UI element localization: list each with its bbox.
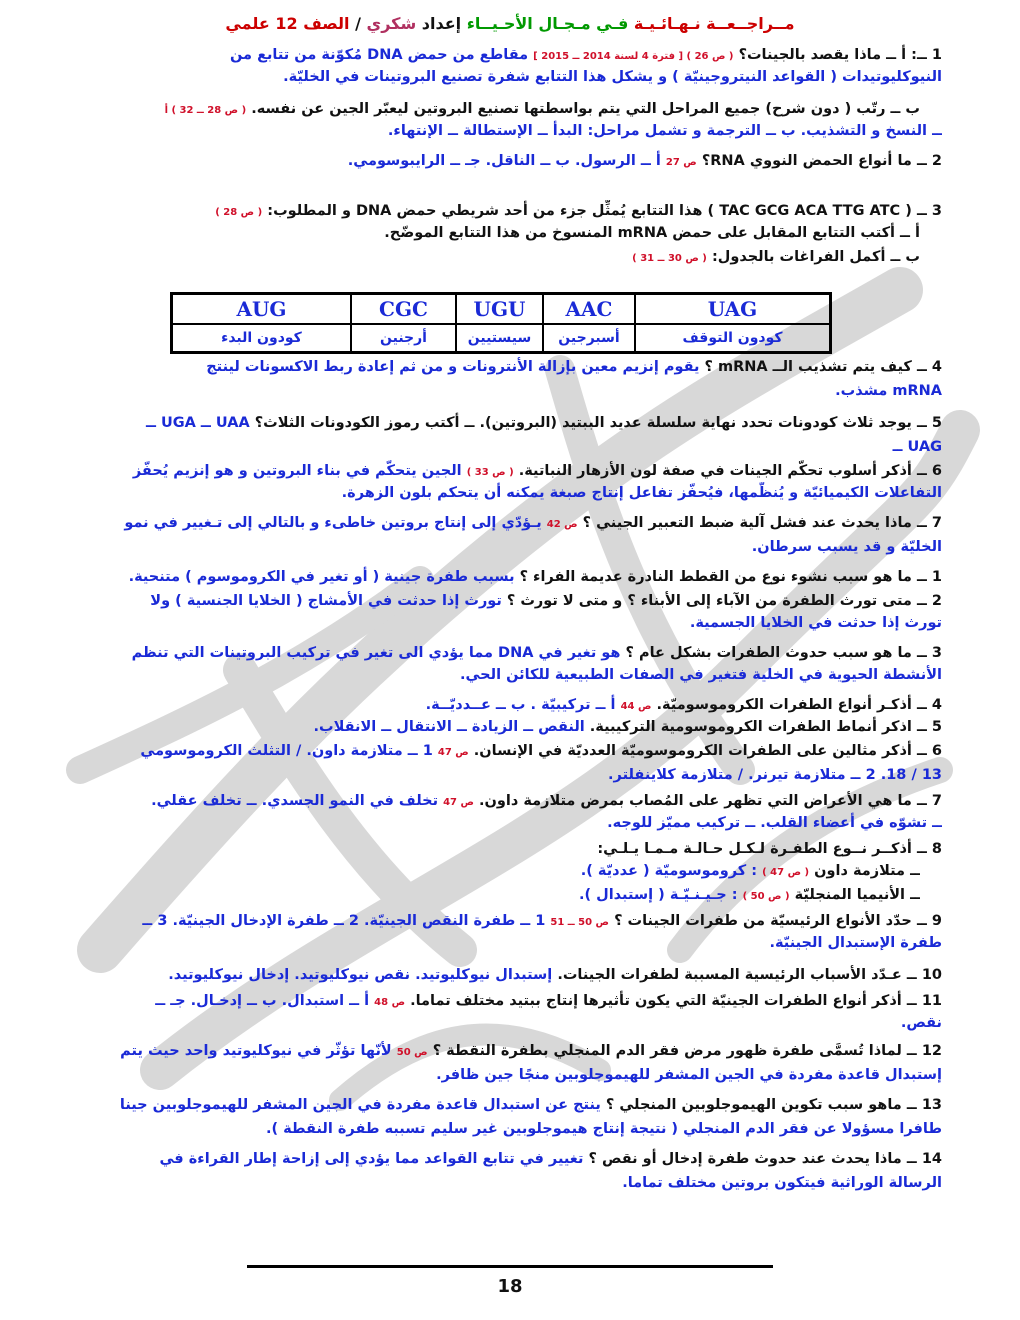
question-line	[80, 884, 920, 908]
question-line	[82, 694, 942, 718]
question-text: ( TAC GCG ACA TTG ATC ) هذا التتابع يُمثِّل جزء من أحد شريطي حمض DNA و المطلوب:	[267, 203, 912, 219]
answer-text: النقص ــ الزيادة ــ الانتقال ــ الانقلاب.	[313, 719, 585, 735]
question-line	[80, 98, 920, 122]
amino-acid-cell: أرجنين	[351, 324, 456, 353]
answer-text: يقوم إنزيم معين بإزالة الأنترونات و من ثم إعادة ربط الاكسونات لينتج	[206, 359, 700, 375]
page-reference: ( ص 28 )	[215, 207, 263, 218]
page-reference: ص 48	[374, 997, 406, 1008]
question-line	[82, 716, 942, 740]
codon-cell: UGU	[456, 294, 543, 325]
answer-text: بسبب طفرة جينية ( أو تغير في الكروموسوم ) متنحية.	[128, 569, 515, 585]
question-text: لماذا تُسمَّى طفرة ظهور مرض فقر الدم المنجلي بطفرة النقطة ؟	[432, 1043, 902, 1059]
answer-text: UAG ــ	[892, 439, 942, 455]
question-number: 5 ــ	[916, 415, 942, 431]
question-line	[82, 1064, 942, 1088]
question-line	[82, 642, 942, 666]
page-reference: ( ص 50 )	[742, 891, 790, 902]
question-text: ماذا يحدث عند حدوث طفرة إدخال أو نقص ؟	[588, 1151, 902, 1167]
question-line	[82, 1040, 942, 1064]
answer-text: 1 ــ متلازمة داون. / التثلث الكروموسومي	[140, 743, 433, 759]
answer-text: تغيير في تتابع القواعد مما يؤدي إلى إزاحة إطار القراءة في	[159, 1151, 584, 1167]
question-text: اذكر أنماط الطفرات الكروموسومية التركيبية.	[589, 719, 912, 735]
question-line	[80, 860, 920, 884]
question-line	[82, 356, 942, 380]
question-line	[82, 1172, 942, 1196]
question-number: 3 ــ	[916, 645, 942, 661]
question-line	[82, 120, 942, 144]
page-reference: ص 42	[546, 519, 578, 530]
question-number: 11 ــ	[906, 993, 942, 1009]
question-line	[82, 1012, 942, 1036]
answer-text: التفاعلات الكيميائيّة و يُنظّمها، فيُحفّز تفاعل إنتاج صبغة يمكنه أن يتحكم بلون الزهرة.	[341, 485, 942, 501]
answer-text: أ ــ الرسول. ب ــ الناقل. جـ ــ الرايبوسومي.	[347, 153, 661, 169]
question-text: عـدّد الأسباب الرئيسية المسببة لطفرات الجينات.	[557, 967, 902, 983]
codon-cell: AUG	[172, 294, 352, 325]
question-number: 4 ــ	[916, 697, 942, 713]
question-line	[82, 412, 942, 436]
question-line	[82, 812, 942, 836]
page-reference: ص 47	[443, 797, 474, 808]
question-line	[82, 566, 942, 590]
question-line	[80, 222, 920, 246]
answer-text: إستبدال نيوكليوتيد. نقص نيوكليوتيد. إدخال نيوكليوتيد.	[168, 967, 553, 983]
footer-rule	[247, 1265, 773, 1268]
answer-text: لأنّها تؤثّر في نيوكليوتيد واحد حيث يتم	[120, 1043, 392, 1059]
answer-text: الرسالة الوراثية فيتكون بروتين مختلف تماما.	[622, 1175, 942, 1191]
codon-row	[172, 294, 831, 325]
question-text: ما هو سبب نشوء نوع من القطط النادرة عديمة الفراء ؟	[519, 569, 912, 585]
question-number: 6 ــ	[916, 743, 942, 759]
answer-text: الأنشطة الحيوية في الخلية فتغير في الصفات الطبيعية للكائن الحي.	[460, 667, 942, 683]
question-text: ما هو سبب حدوث الطفرات بشكل عام ؟	[625, 645, 912, 661]
question-number: 14 ــ	[906, 1151, 942, 1167]
question-number: 1 ــ:	[911, 47, 942, 63]
page-reference: ( ص 26 ) [ فترة 4 لسنة 2014 ــ 2015 ]	[533, 51, 734, 62]
question-text: متى تورث الطفرة من الآباء إلى الأبناء ؟ و متى لا تورث ؟	[506, 593, 912, 609]
question-line	[82, 536, 942, 560]
question-line	[82, 482, 942, 506]
answer-text: مقاطع من حمض DNA مُكوّنة من تتابع من	[230, 47, 529, 63]
question-text: حدّد الأنواع الرئيسيّة من طفرات الجينات ؟	[614, 913, 912, 929]
answer-text: mRNA مشذب.	[835, 383, 942, 399]
question-line	[82, 964, 942, 988]
question-line	[82, 66, 942, 90]
question-text: أ ــ ماذا يقصد بالجينات؟	[738, 47, 907, 63]
answer-text: تورث إذا حدثت في الخلايا الجسمية.	[689, 615, 942, 631]
question-text: ب ــ أكمل الفراغات بالجدول:	[711, 249, 920, 265]
header-title: مــراجــعــة نـهـائـيـة	[633, 14, 795, 33]
question-text: أذكر أسلوب تحكّم الجينات في صفة لون الأزهار النباتية.	[518, 463, 912, 479]
question-text: ماهو سبب تكوين الهيموجلوبين المنجلي ؟	[605, 1097, 902, 1113]
amino-acid-cell: كودون التوقف	[635, 324, 831, 353]
question-line	[82, 44, 942, 68]
page-reference: ص 27	[665, 157, 697, 168]
question-text: يوجد ثلاث كودونات تحدد نهاية سلسلة عديد الببتيد (البروتين). ــ أكتب رموز الكودونات الثلاث؟	[254, 415, 912, 431]
answer-text: الجين يتحكّم في بناء البروتين و هو إنزيم يُحفّز	[132, 463, 462, 479]
question-text: أذكر أنواع الطفرات الجينيّة التي يكون تأثيرها إنتاج ببتيد مختلف تماما.	[410, 993, 902, 1009]
question-number: 2 ــ	[916, 593, 942, 609]
question-line	[82, 838, 942, 862]
answer-text: طفرة الإستبدال الجينيّة.	[769, 935, 942, 951]
answer-text: تخلف في النمو الجسدي. ــ تخلف عقلي.	[151, 793, 439, 809]
codon-table	[170, 292, 832, 354]
answer-text: أ ــ تركيبيّة . ب ــ عــدديّــة.	[425, 697, 616, 713]
codon-cell: UAG	[635, 294, 831, 325]
answer-text: نقص.	[900, 1015, 942, 1031]
question-text: ما هي الأعراض التي تظهر على المُصاب بمرض متلازمة داون.	[479, 793, 912, 809]
header-prepared: إعداد	[421, 14, 462, 33]
question-line	[82, 380, 942, 404]
codon-cell: CGC	[351, 294, 456, 325]
answer-text: UAA ــ UGA ــ	[146, 415, 250, 431]
codon-cell: AAC	[543, 294, 635, 325]
question-number: 12 ــ	[906, 1043, 942, 1059]
answer-text: 1 ــ طفرة النقص الجينيّة. 2 ــ طفرة الإدخال الجينيّة. 3 ــ	[142, 913, 546, 929]
header-grade: الصف 12 علمي	[225, 14, 350, 33]
question-number: 1 ــ	[916, 569, 942, 585]
answer-text: هو تغير في DNA مما يؤدي الى تغير في تركيب البروتينات التي تنظم	[131, 645, 621, 661]
question-number: 2 ــ	[916, 153, 942, 169]
question-line	[82, 740, 942, 764]
page-reference: ص 44	[620, 701, 652, 712]
page-reference: ص 47	[437, 747, 469, 758]
question-line	[82, 460, 942, 484]
answer-text: ــ تشوّه في أعضاء القلب. ــ تركيب مميّز للوجه.	[607, 815, 942, 831]
header-subject: فـي مـجـال الأحـيــاء	[466, 14, 629, 33]
question-line	[82, 1118, 942, 1142]
question-number: 5 ــ	[916, 719, 942, 735]
question-line	[82, 1094, 942, 1118]
answer-text: أ ــ استبدال. ب ــ إدخـال. جـ ــ	[155, 993, 370, 1009]
page-reference: ( ص 28 ــ 32 ) أ	[164, 105, 247, 116]
answer-text: : كروموسوميّة ( عدديّة ).	[580, 863, 758, 879]
page-reference: ص 50 ــ 51	[550, 917, 609, 928]
question-text: ــ متلازمة داون	[814, 863, 920, 879]
question-number: 3 ــ	[916, 203, 942, 219]
question-number: 9 ــ	[916, 913, 942, 929]
header-author: شكري	[366, 14, 417, 33]
question-line	[82, 512, 942, 536]
question-number: 7 ــ	[916, 793, 942, 809]
question-line	[82, 436, 942, 460]
question-text: ــ الأنيميا المنجليّة	[794, 887, 920, 903]
page-number: 18	[497, 1276, 523, 1297]
header-separator: /	[355, 14, 361, 33]
question-text: أ ــ أكتب التتابع المقابل على حمض mRNA المنسوخ من هذا التتابع الموضّح.	[384, 225, 920, 241]
question-line	[82, 200, 942, 224]
answer-text: إستبدال قاعدة مفردة في الجين المشفر للهيموجلوبين منجًا جين ظافر.	[436, 1067, 942, 1083]
question-line	[80, 246, 920, 270]
answer-text: 13 / 18. 2 ــ متلازمة تيرنر. / متلازمة كلاينفلتر.	[608, 767, 942, 783]
question-number: 7 ــ	[916, 515, 942, 531]
page-reference: ( ص 30 ــ 31 )	[632, 253, 707, 264]
question-text: ب ــ رتّب ( دون شرح) جميع المراحل التي يتم بواسطتها تصنيع البروتين ليعبّر الجين عن نفسه.	[251, 101, 920, 117]
answer-text: ينتج عن استبدال قاعدة مفردة في الجين المشفر للهيموجلوبين جينا	[119, 1097, 601, 1113]
amino-acid-cell: سيستيين	[456, 324, 543, 353]
question-number: 13 ــ	[906, 1097, 942, 1113]
answer-text: النيوكليوتيدات ( القواعد النيتروجينيّة ) و يشكل هذا التتابع شفرة تصنيع البروتينات في الخليّة.	[283, 69, 942, 85]
answer-text: ــ النسخ و التشذيب. ب ــ الترجمة و تشمل مراحل: البدأ ــ الإستطالة ــ الإنتهاء.	[387, 123, 942, 139]
question-line	[82, 1148, 942, 1172]
question-line	[82, 932, 942, 956]
question-text: كيف يتم تشذيب الــ mRNA ؟	[704, 359, 912, 375]
question-line	[82, 990, 942, 1014]
answer-text: الخليّة و قد يسبب سرطان.	[751, 539, 942, 555]
page-reference: ص 50	[396, 1047, 428, 1058]
question-line	[82, 764, 942, 788]
page-reference: ( ص 47 )	[762, 867, 810, 878]
question-text: ما أنواع الحمض النووي RNA؟	[701, 153, 912, 169]
question-text: أذكر مثالين على الطفرات الكروموسوميّة العدديّة في الإنسان.	[473, 743, 912, 759]
question-line	[82, 790, 942, 814]
page-header	[0, 14, 1020, 33]
question-line	[82, 664, 942, 688]
question-number: 4 ــ	[916, 359, 942, 375]
question-number: 10 ــ	[906, 967, 942, 983]
page-reference: ( ص 33 )	[466, 467, 514, 478]
question-text: ماذا يحدث عند فشل آلية ضبط التعبير الجيني ؟	[582, 515, 912, 531]
amino-acid-row	[172, 324, 831, 353]
question-line	[82, 590, 942, 614]
question-line	[82, 612, 942, 636]
answer-text: يـؤدّي إلى إنتاج بروتين خاطىء و بالتالي إلى تـغيير في نمو	[124, 515, 542, 531]
answer-text: : جـيـنـيّـة ( إستبدال ).	[578, 887, 738, 903]
question-text: أذكــر نــوع الطفـرة لـكـل حـالـة مـمـا يـلـي:	[597, 841, 912, 857]
question-text: أذكـر أنواع الطفرات الكروموسوميّة.	[656, 697, 912, 713]
answer-text: تورث إذا حدثت في الأمشاج ( الخلايا الجنسية ) ولا	[150, 593, 502, 609]
amino-acid-cell: كودون البدء	[172, 324, 352, 353]
answer-text: طافرا مسؤولا عن فقر الدم المنجلي ( نتيجة إنتاج هيموجلوبين غير سليم تسببه طفرة النقطة ).	[265, 1121, 942, 1137]
amino-acid-cell: أسبرجين	[543, 324, 635, 353]
question-line	[82, 150, 942, 174]
question-number: 6 ــ	[916, 463, 942, 479]
question-line	[82, 910, 942, 934]
question-number: 8 ــ	[916, 841, 942, 857]
